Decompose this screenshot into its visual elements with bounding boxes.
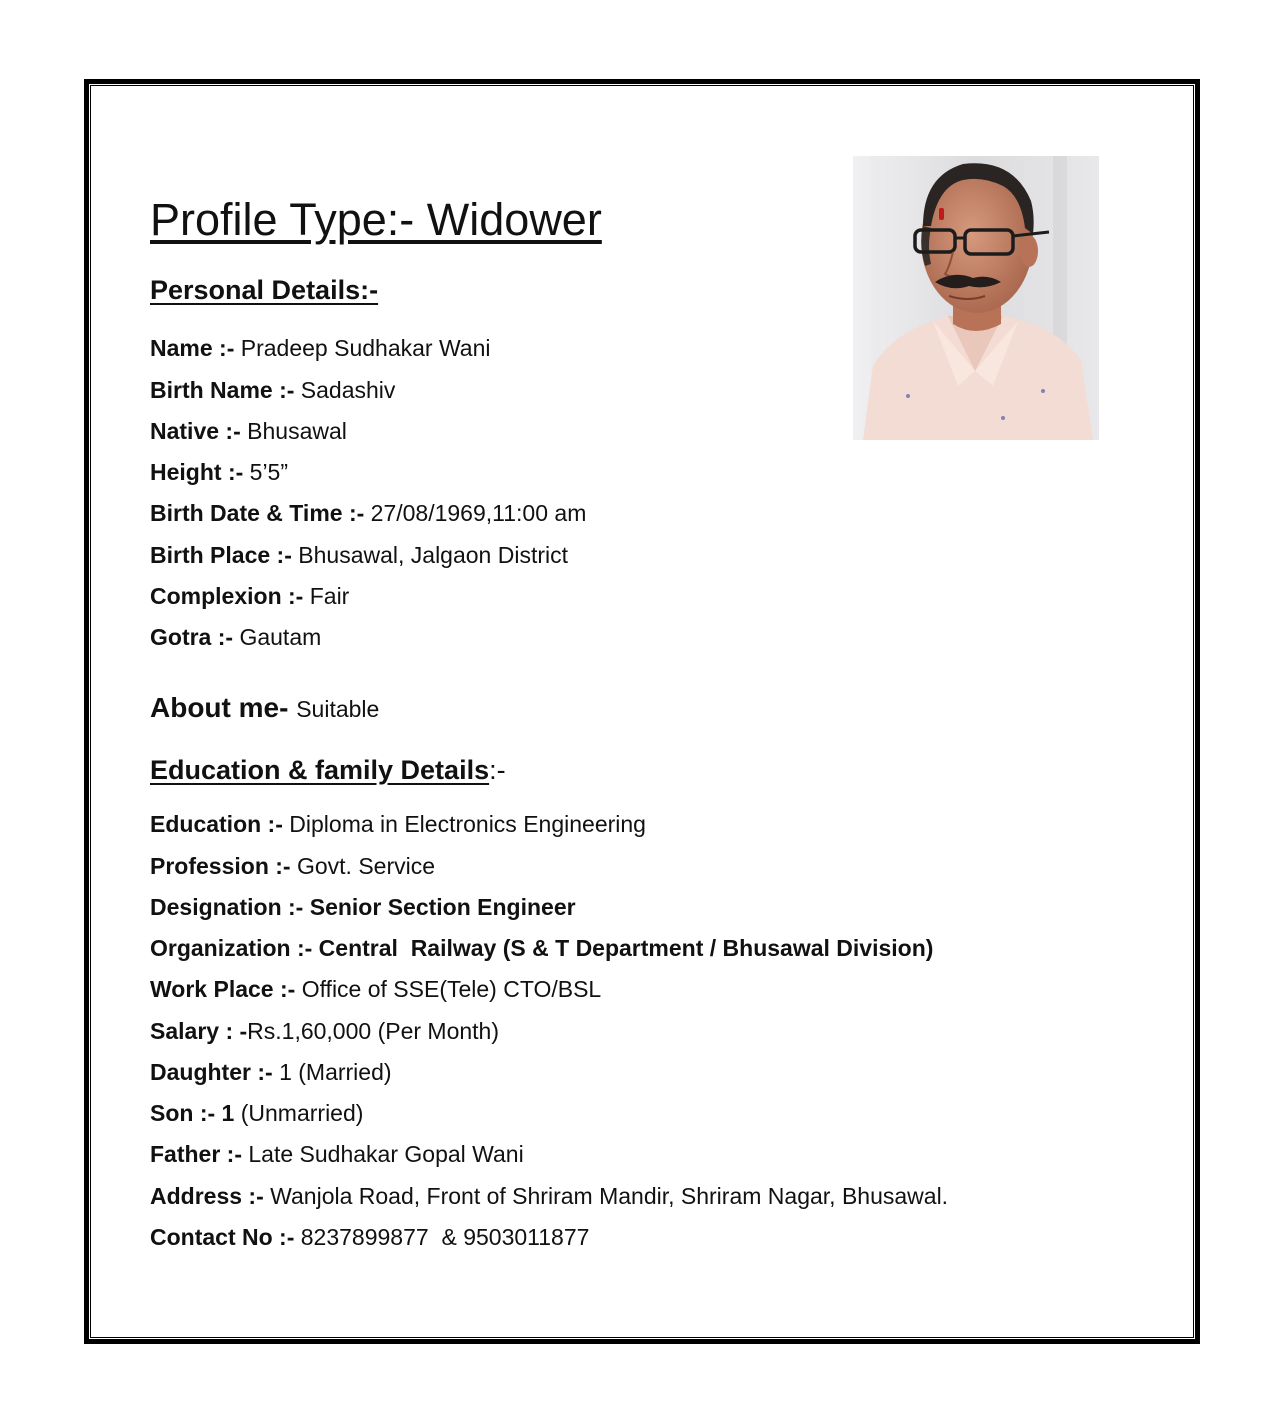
- detail-value: Fair: [309, 583, 350, 609]
- detail-row-son: [150, 1100, 363, 1128]
- detail-value: Bhusawal, Jalgaon District: [298, 542, 568, 568]
- detail-value: Pradeep Sudhakar Wani: [240, 335, 491, 361]
- detail-value: Rs.1,60,000 (Per Month): [247, 1018, 499, 1044]
- detail-row-native: [150, 418, 347, 446]
- detail-row-father: [150, 1141, 524, 1169]
- education-family-heading-text: Education & family Details: [150, 755, 490, 785]
- detail-value: Bhusawal: [247, 418, 347, 444]
- about-me-label: About me-: [150, 692, 297, 723]
- detail-label: Address :-: [150, 1183, 271, 1209]
- detail-label: Birth Name :-: [150, 377, 301, 403]
- detail-row-daughter: [150, 1059, 392, 1087]
- detail-label: Son :- 1: [150, 1100, 241, 1126]
- detail-row-organization: [150, 935, 933, 963]
- detail-row-complexion: [150, 583, 349, 611]
- personal-details-heading: [150, 274, 378, 306]
- detail-row-contact: [150, 1224, 589, 1252]
- detail-label: Father :-: [150, 1141, 249, 1167]
- detail-value: Govt. Service: [296, 853, 436, 879]
- detail-value: Central Railway (S & T Department / Bhusawal Division): [318, 935, 934, 961]
- detail-value: 27/08/1969,11:00 am: [370, 500, 587, 526]
- detail-value: Diploma in Electronics Engineering: [289, 811, 646, 837]
- detail-row-height: [150, 459, 288, 487]
- detail-row-gotra: [150, 624, 321, 652]
- detail-label: Gotra :-: [150, 624, 240, 650]
- detail-value: Office of SSE(Tele) CTO/BSL: [301, 976, 602, 1002]
- detail-row-birth-date-time: [150, 500, 586, 528]
- detail-label: Organization :-: [150, 935, 319, 961]
- detail-row-salary: [150, 1018, 499, 1046]
- detail-row-education: [150, 811, 646, 839]
- education-family-heading-tail: :-: [489, 755, 506, 785]
- detail-label: Daughter :-: [150, 1059, 280, 1085]
- detail-value: Late Sudhakar Gopal Wani: [248, 1141, 524, 1167]
- detail-value: 5’5”: [249, 459, 289, 485]
- detail-value: Wanjola Road, Front of Shriram Mandir, Shriram Nagar, Bhusawal.: [270, 1183, 949, 1209]
- detail-label: Birth Place :-: [150, 542, 299, 568]
- detail-value: 1 (Married): [279, 1059, 392, 1085]
- personal-details-heading-text: Personal Details:-: [150, 275, 379, 305]
- detail-label: Name :-: [150, 335, 241, 361]
- about-me-value: Suitable: [296, 696, 380, 722]
- detail-value: 8237899877 & 9503011877: [300, 1224, 590, 1250]
- detail-label: Contact No :-: [150, 1224, 301, 1250]
- detail-label: Birth Date & Time :-: [150, 500, 371, 526]
- detail-value: Senior Section Engineer: [309, 894, 576, 920]
- education-family-heading: [150, 754, 506, 786]
- profile-type-title: Profile Type:- Widower: [150, 194, 602, 245]
- detail-label: Complexion :-: [150, 583, 310, 609]
- detail-row-name: [150, 335, 491, 363]
- detail-row-work-place: [150, 976, 601, 1004]
- detail-row-birth-name: [150, 377, 395, 405]
- detail-label: Education :-: [150, 811, 290, 837]
- detail-value: Sadashiv: [300, 377, 396, 403]
- detail-label: Height :-: [150, 459, 250, 485]
- profile-photo: [853, 156, 1099, 440]
- detail-row-birth-place: [150, 542, 568, 570]
- about-me: [150, 691, 379, 725]
- detail-row-designation: [150, 894, 576, 922]
- detail-label: Profession :-: [150, 853, 297, 879]
- detail-label: Salary : -: [150, 1018, 248, 1044]
- detail-value: (Unmarried): [240, 1100, 364, 1126]
- detail-row-profession: [150, 853, 435, 881]
- detail-label: Designation :-: [150, 894, 310, 920]
- detail-label: Native :-: [150, 418, 248, 444]
- detail-value: Gautam: [239, 624, 322, 650]
- detail-label: Work Place :-: [150, 976, 302, 1002]
- detail-row-address: [150, 1183, 948, 1211]
